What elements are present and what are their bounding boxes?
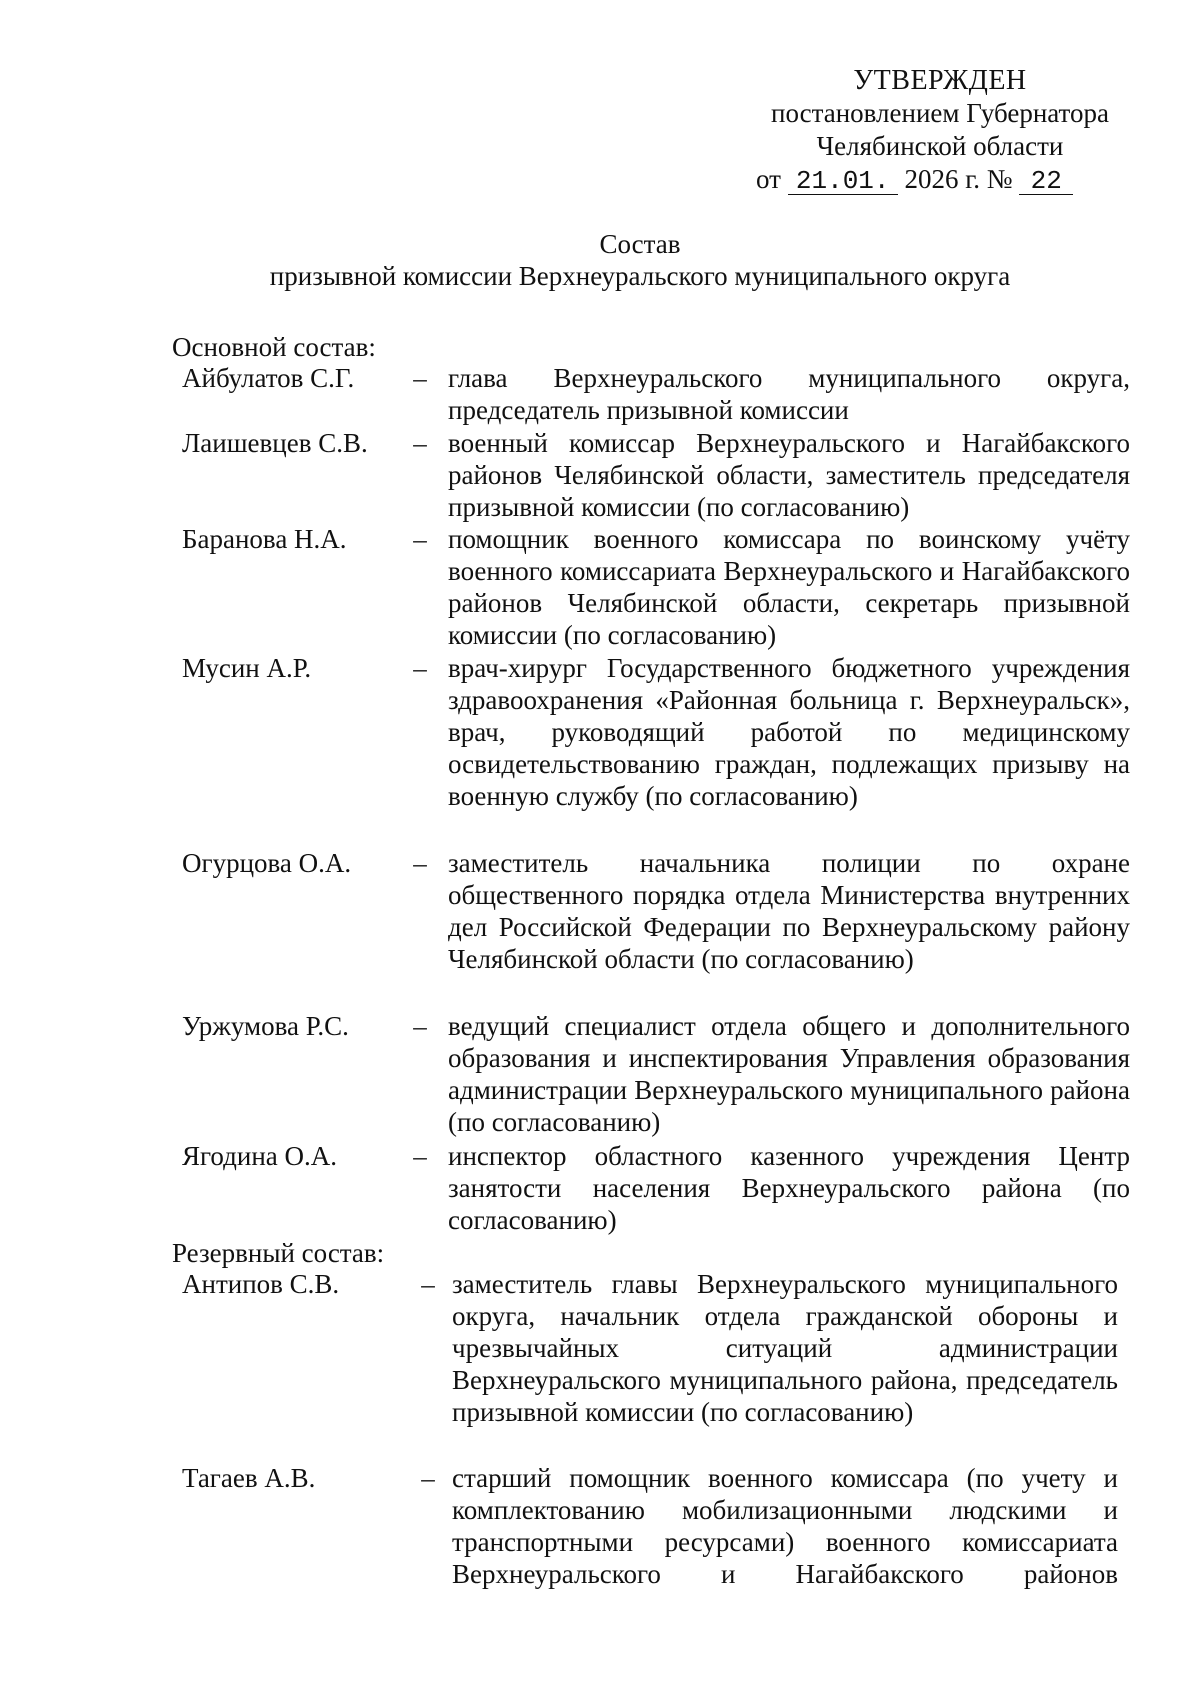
approval-year: 2026 г. № [904, 164, 1013, 194]
member-role: ведущий специалист отдела общего и дополнительного образования и инспектирования Управления образования администрации Верхнеуральского муниципального района (по согласованию) [448, 1011, 1130, 1137]
member-name: Тагаев А.В. [182, 1463, 316, 1493]
member-dash: – [413, 1011, 427, 1041]
approval-number: 22 [1019, 168, 1073, 195]
member-dash: – [413, 428, 427, 458]
member-role: инспектор областного казенного учреждения Центр занятости населения Верхнеуральского района (по согласованию) [448, 1141, 1130, 1235]
member-role: заместитель начальника полиции по охране общественного порядка отдела Министерства внутренних дел Российской Федерации по Верхнеуральскому району Челябинской области (по согласованию) [448, 848, 1130, 974]
member-dash: – [421, 1269, 435, 1299]
member-dash: – [413, 363, 427, 393]
member-dash: – [421, 1463, 435, 1493]
main-section-label: Основной состав: [172, 332, 376, 362]
title-line-1: Состав [599, 229, 681, 259]
reserve-section-label: Резервный состав: [172, 1238, 385, 1268]
member-dash: – [413, 524, 427, 554]
member-name: Мусин А.Р. [182, 653, 312, 683]
member-dash: – [413, 653, 427, 683]
member-role: глава Верхнеуральского муниципального округа, председатель призывной комиссии [448, 363, 1130, 425]
member-role: военный комиссар Верхнеуральского и Нагайбакского районов Челябинской области, заместитель председателя призывной комиссии (по согласованию) [448, 428, 1130, 522]
member-role: помощник военного комиссара по воинскому учёту военного комиссариата Верхнеуральского и Нагайбакского районов Челябинской области, секретарь призывной комиссии (по согласованию) [448, 524, 1130, 650]
member-name: Айбулатов С.Г. [182, 363, 355, 393]
date-prefix: от [756, 164, 781, 194]
title-line-2: призывной комиссии Верхнеуральского муниципального округа [269, 261, 1011, 291]
member-name: Ягодина О.А. [182, 1141, 337, 1171]
approval-line-2: Челябинской области [816, 131, 1064, 161]
approval-stamp [740, 64, 1140, 196]
member-name: Уржумова Р.С. [182, 1011, 349, 1041]
document-title [170, 228, 1110, 292]
member-name: Баранова Н.А. [182, 524, 347, 554]
approval-date: 21.01. [788, 168, 898, 195]
member-role: врач-хирург Государственного бюджетного учреждения здравоохранения «Районная больница г. Верхнеуральск», врач, руководящий работой по медицинскому освидетельствованию граждан, подлежащих призыву на военную службу (по согласованию) [448, 653, 1130, 811]
member-dash: – [413, 848, 427, 878]
approval-line-1: постановлением Губернатора [771, 98, 1109, 128]
member-name: Антипов С.В. [182, 1269, 340, 1299]
approval-heading: УТВЕРЖДЕН [853, 65, 1027, 96]
member-name: Огурцова О.А. [182, 848, 352, 878]
member-name: Лаишевцев С.В. [182, 428, 368, 458]
member-role: заместитель главы Верхнеуральского муниципального округа, начальник отдела гражданской обороны и чрезвычайных ситуаций администрации Верхнеуральского муниципального района, председатель призывной комиссии (по согласованию) [452, 1269, 1118, 1427]
member-dash: – [413, 1141, 427, 1171]
approval-date-line [740, 163, 1140, 196]
member-role: старший помощник военного комиссара (по учету и комплектованию мобилизационными людскими и транспортными ресурсами) военного комиссариата Верхнеуральского и Нагайбакского районов [452, 1463, 1118, 1589]
